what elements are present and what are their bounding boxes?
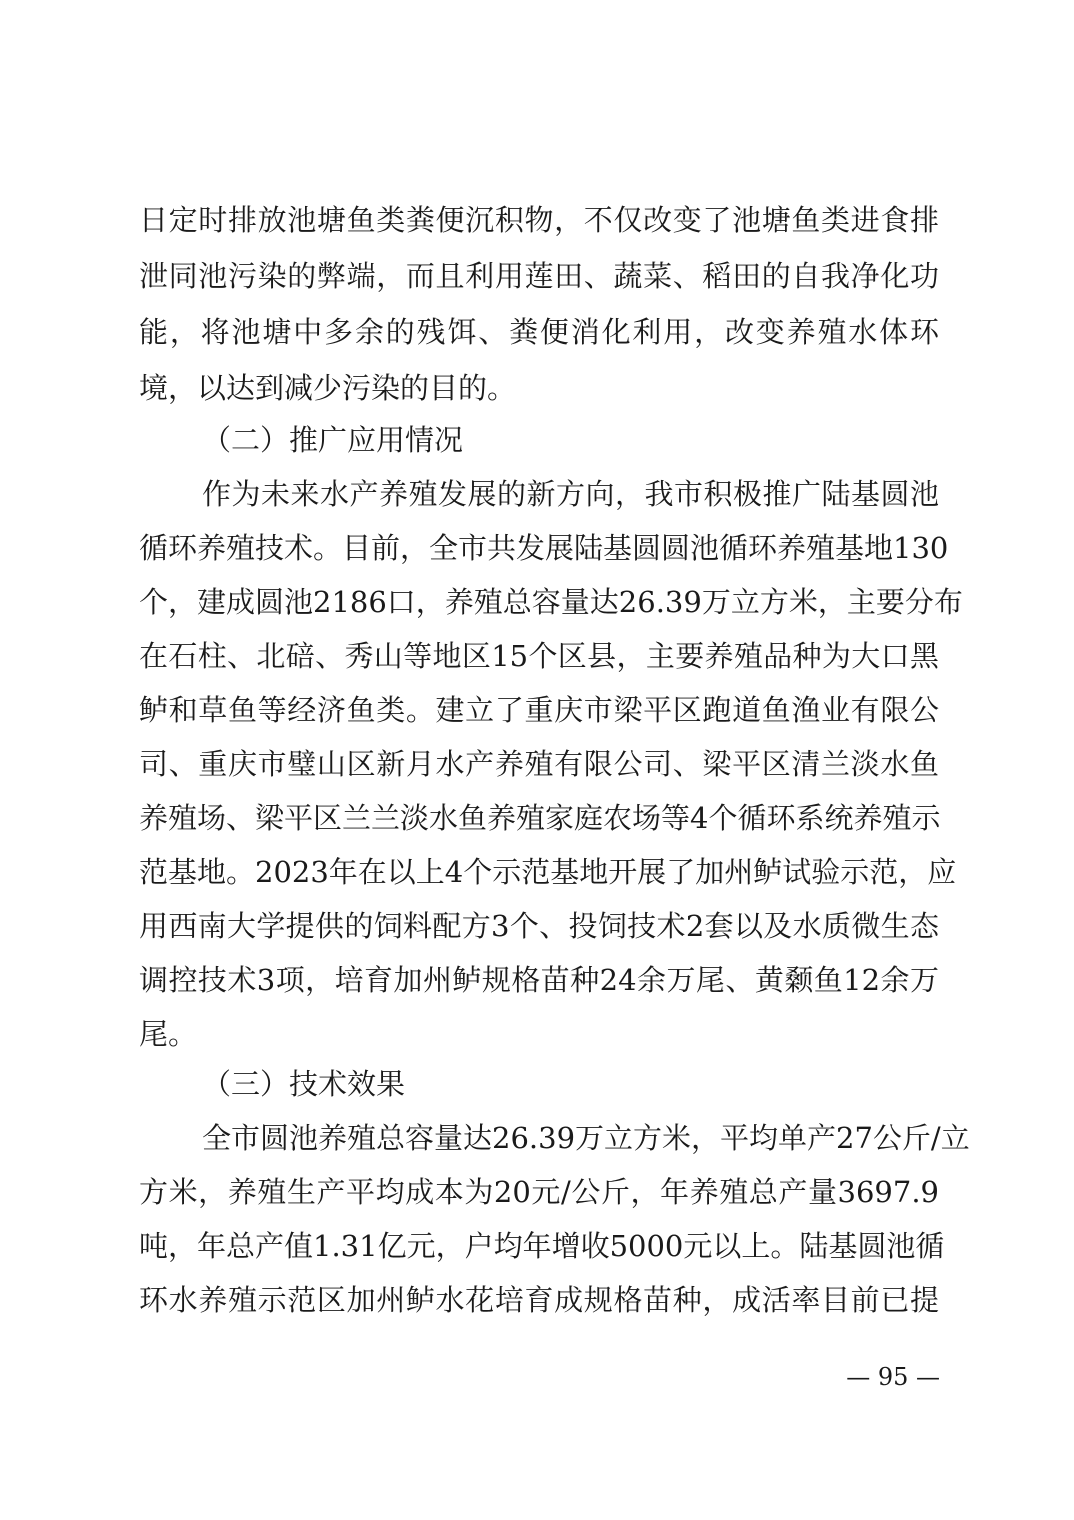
paragraph-line: 用西南大学提供的饲料配方3个、投饲技术2套以及水质微生态 bbox=[139, 909, 939, 943]
paragraph-line: 个，建成圆池2186口，养殖总容量达26.39万立方米，主要分布 bbox=[139, 585, 963, 619]
page-number: — 95 — bbox=[846, 1363, 940, 1391]
paragraph-line: 在石柱、北碚、秀山等地区15个区县，主要养殖品种为大口黑 bbox=[139, 639, 939, 673]
paragraph-line: 调控技术3项，培育加州鲈规格苗种24余万尾、黄颡鱼12余万 bbox=[139, 963, 939, 997]
paragraph-line: 司、重庆市璧山区新月水产养殖有限公司、梁平区清兰淡水鱼 bbox=[139, 747, 939, 781]
paragraph-line: 日定时排放池塘鱼类粪便沉积物，不仅改变了池塘鱼类进食排 bbox=[139, 203, 939, 237]
paragraph-line: 尾。 bbox=[139, 1017, 198, 1051]
paragraph-line: 能，将池塘中多余的残饵、粪便消化利用，改变养殖水体环 bbox=[139, 315, 939, 349]
paragraph-line: 吨，年总产值1.31亿元，户均年增收5000元以上。陆基圆池循 bbox=[139, 1229, 945, 1263]
paragraph-line: 泄同池污染的弊端，而且利用莲田、蔬菜、稻田的自我净化功 bbox=[139, 259, 939, 293]
paragraph-line: 全市圆池养殖总容量达26.39万立方米，平均单产27公斤/立 bbox=[202, 1121, 970, 1155]
paragraph-line: 循环养殖技术。目前，全市共发展陆基圆圆池循环养殖基地130 bbox=[139, 531, 949, 565]
paragraph-line: 境，以达到减少污染的目的。 bbox=[139, 371, 517, 405]
paragraph-line: 方米，养殖生产平均成本为20元/公斤，年养殖总产量3697.9 bbox=[139, 1175, 939, 1209]
section-heading-2: （二）推广应用情况 bbox=[202, 423, 464, 457]
paragraph-line: 养殖场、梁平区兰兰淡水鱼养殖家庭农场等4个循环系统养殖示 bbox=[139, 801, 941, 835]
section-heading-3: （三）技术效果 bbox=[202, 1067, 406, 1101]
paragraph-line: 环水养殖示范区加州鲈水花培育成规格苗种，成活率目前已提 bbox=[139, 1283, 939, 1317]
paragraph-line: 范基地。2023年在以上4个示范基地开展了加州鲈试验示范，应 bbox=[139, 855, 957, 889]
paragraph-line: 作为未来水产养殖发展的新方向，我市积极推广陆基圆池 bbox=[202, 477, 939, 511]
paragraph-line: 鲈和草鱼等经济鱼类。建立了重庆市梁平区跑道鱼渔业有限公 bbox=[139, 693, 939, 727]
